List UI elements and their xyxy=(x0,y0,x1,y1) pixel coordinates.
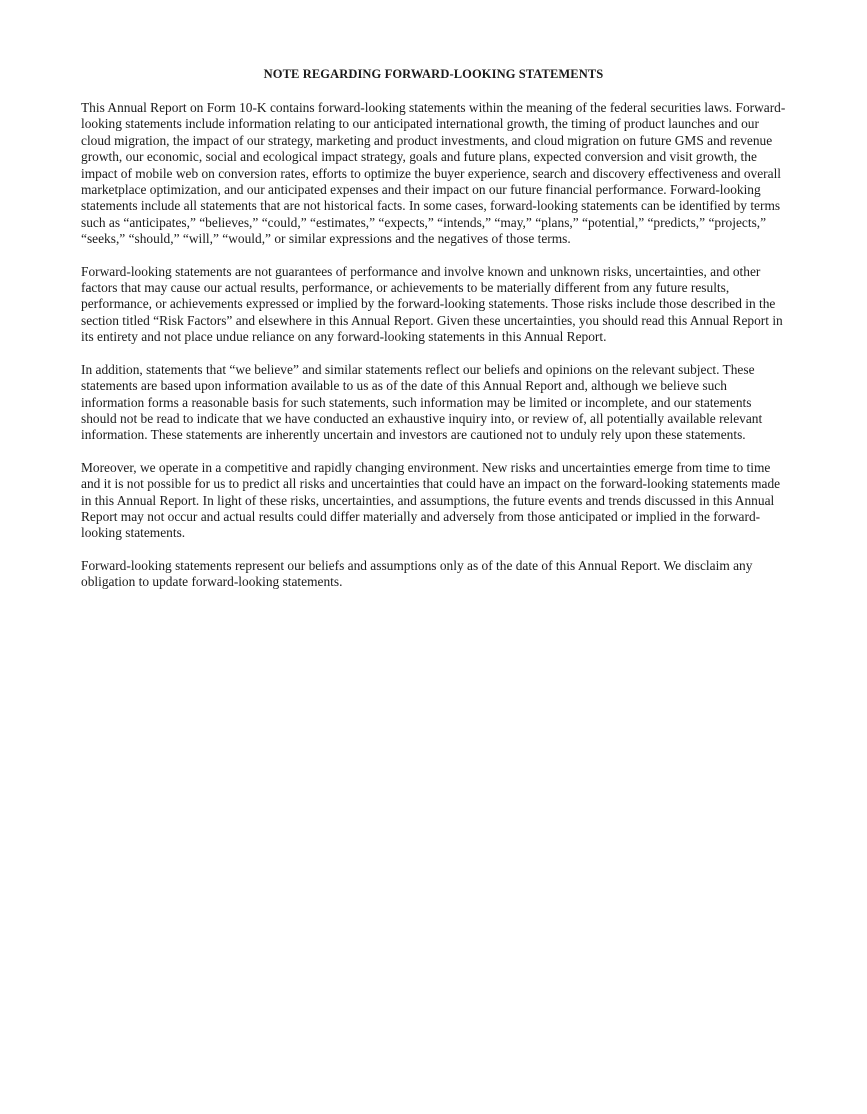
paragraph-3: In addition, statements that “we believe” and similar statements reflect our beliefs and opinions on the relevant subject. These statements are based upon information available to us as of the date of this Annual Report and, although we believe such information forms a reasonable basis for such statements, such information may be limited or incomplete, and our statements should not be read to indicate that we have conducted an exhaustive inquiry into, or review of, all potentially available relevant information. These statements are inherently uncertain and investors are cautioned not to unduly rely upon these statements. xyxy=(81,361,763,443)
paragraph-2: Forward-looking statements are not guarantees of performance and involve known and unknown risks, uncertainties, and other factors that may cause our actual results, performance, or achievements to be materially different from any future results, performance, or achievements expressed or implied by the forward-looking statements. Those risks include those described in the section titled “Risk Factors” and elsewhere in this Annual Report. Given these uncertainties, you should read this Annual Report in its entirety and not place undue reliance on any forward-looking statements in this Annual Report. xyxy=(81,263,783,345)
paragraph-4: Moreover, we operate in a competitive and rapidly changing environment. New risks and uncertainties emerge from time to time and it is not possible for us to predict all risks and uncertainties that could have an impact on the forward-looking statements made in this Annual Report. In light of these risks, uncertainties, and assumptions, the future events and trends discussed in this Annual Report may not occur and actual results could differ materially and adversely from those anticipated or implied in the forward-looking statements. xyxy=(81,459,781,541)
body-text xyxy=(81,100,787,607)
page-title: NOTE REGARDING FORWARD-LOOKING STATEMENTS xyxy=(263,67,604,81)
paragraph-5: Forward-looking statements represent our beliefs and assumptions only as of the date of this Annual Report. We disclaim any obligation to update forward-looking statements. xyxy=(81,557,753,590)
paragraph-1: This Annual Report on Form 10-K contains forward-looking statements within the meaning of the federal securities laws. Forward-looking statements include information relating to our anticipated international growth, the timing of product launches and our cloud migration, the impact of our strategy, marketing and product investments, and cloud migration on future GMS and revenue growth, our economic, social and ecological impact strategy, goals and future plans, expected conversion and visit growth, the impact of mobile web on conversion rates, efforts to optimize the buyer experience, search and discovery effectiveness and overall marketplace optimization, and our anticipated expenses and their impact on our future financial performance. Forward-looking statements include all statements that are not historical facts. In some cases, forward-looking statements can be identified by terms such as “anticipates,” “believes,” “could,” “estimates,” “expects,” “intends,” “may,” “plans,” “potential,” “predicts,” “projects,” “seeks,” “should,” “will,” “would,” or similar expressions and the negatives of those terms. xyxy=(81,100,786,247)
